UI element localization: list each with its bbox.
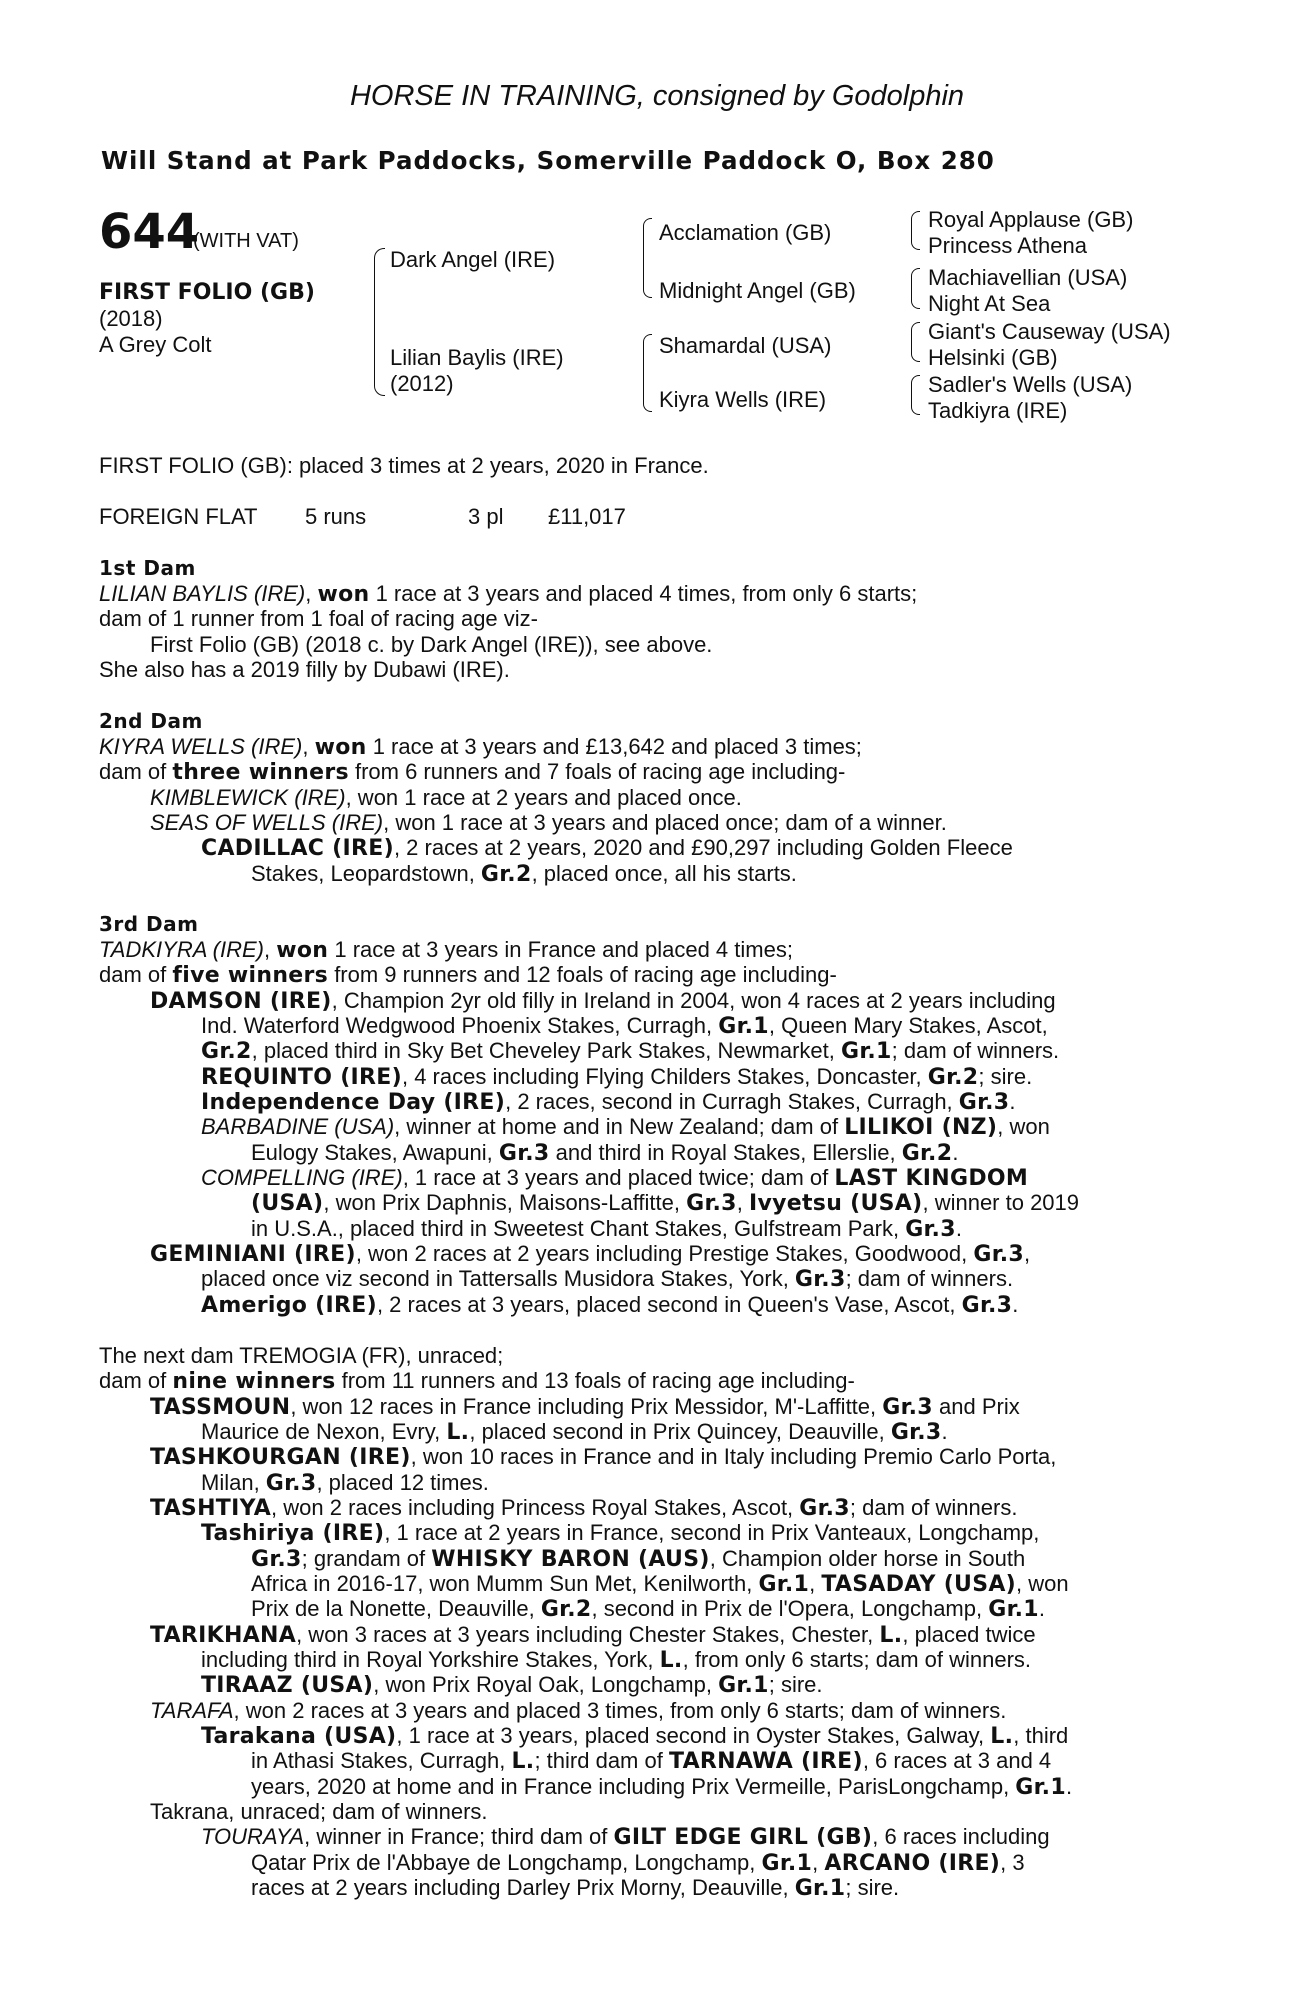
pedigree-sds: Machiavellian (USA) <box>928 265 1128 290</box>
pedigree-dd: Kiyra Wells (IRE) <box>659 387 827 412</box>
dam-line: DAMSON (IRE), Champion 2yr old filly in Ireland in 2004, won 4 races at 2 years including <box>150 988 1056 1014</box>
dam-line: TASHTIYA, won 2 races including Princess Royal Stakes, Ascot, Gr.3; dam of winners. <box>150 1495 1018 1521</box>
dam-line: years, 2020 at home and in France including Prix Vermeille, ParisLongchamp, Gr.1. <box>251 1774 1073 1800</box>
dam-line: Independence Day (IRE), 2 races, second in Curragh Stakes, Curragh, Gr.3. <box>201 1089 1016 1115</box>
pedigree-brace <box>374 248 385 396</box>
dam-line: REQUINTO (IRE), 4 races including Flying Childers Stakes, Doncaster, Gr.2; sire. <box>201 1064 1033 1090</box>
dam-line: in U.S.A., placed third in Sweetest Chant Stakes, Gulfstream Park, Gr.3. <box>251 1216 962 1242</box>
horse-description: A Grey Colt <box>99 332 212 357</box>
pedigree-dds: Sadler's Wells (USA) <box>928 372 1133 397</box>
dam-line: dam of five winners from 9 runners and 12 foals of racing age including- <box>99 962 837 988</box>
dam-line: She also has a 2019 filly by Dubawi (IRE). <box>99 657 510 682</box>
dam-line: dam of 1 runner from 1 foal of racing age viz- <box>99 606 538 631</box>
dam-line: KIYRA WELLS (IRE), won 1 race at 3 years and £13,642 and placed 3 times; <box>99 734 862 760</box>
dam-line: CADILLAC (IRE), 2 races at 2 years, 2020 and £90,297 including Golden Fleece <box>201 835 1013 861</box>
pedigree-ss: Acclamation (GB) <box>659 220 832 245</box>
dam-line: Eulogy Stakes, Awapuni, Gr.3 and third in Royal Stakes, Ellerslie, Gr.2. <box>251 1140 959 1166</box>
record-runs: 5 runs <box>305 504 367 529</box>
pedigree-brace <box>911 268 920 309</box>
foaling-year: (2018) <box>99 306 163 331</box>
lot-number: 644 <box>99 204 200 260</box>
dam-line: The next dam TREMOGIA (FR), unraced; <box>99 1343 504 1368</box>
dam-line: TOURAYA, winner in France; third dam of GILT EDGE GIRL (GB), 6 races including <box>201 1824 1050 1850</box>
dam-line: TASSMOUN, won 12 races in France including Prix Messidor, M'-Laffitte, Gr.3 and Prix <box>150 1394 1020 1420</box>
dam-line: dam of nine winners from 11 runners and 13 foals of racing age including- <box>99 1368 855 1394</box>
pedigree-brace <box>643 334 652 412</box>
pedigree-brace <box>911 211 920 250</box>
dam-line: TARIKHANA, won 3 races at 3 years including Chester Stakes, Chester, L., placed twice <box>150 1622 1036 1648</box>
dam-line: Qatar Prix de l'Abbaye de Longchamp, Longchamp, Gr.1, ARCANO (IRE), 3 <box>251 1850 1025 1876</box>
record-label: FOREIGN FLAT <box>99 504 258 529</box>
dam-line: (USA), won Prix Daphnis, Maisons-Laffitte, Gr.3, Ivyetsu (USA), winner to 2019 <box>251 1190 1080 1216</box>
dam-name: Lilian Baylis (IRE) <box>390 345 564 370</box>
dam-line: Amerigo (IRE), 2 races at 3 years, placed second in Queen's Vase, Ascot, Gr.3. <box>201 1292 1019 1318</box>
dam-line: including third in Royal Yorkshire Stakes, York, L., from only 6 starts; dam of winners. <box>201 1647 1032 1673</box>
dam-line: First Folio (GB) (2018 c. by Dark Angel (IRE)), see above. <box>150 632 713 657</box>
dam-line: TIRAAZ (USA), won Prix Royal Oak, Longchamp, Gr.1; sire. <box>201 1672 823 1698</box>
dam-line: Ind. Waterford Wedgwood Phoenix Stakes, Curragh, Gr.1, Queen Mary Stakes, Ascot, <box>201 1013 1048 1039</box>
pedigree-brace <box>643 218 652 298</box>
dam-line: Gr.3; grandam of WHISKY BARON (AUS), Champion older horse in South <box>251 1546 1026 1572</box>
pedigree-sdd: Night At Sea <box>928 291 1051 316</box>
dam-line: GEMINIANI (IRE), won 2 races at 2 years including Prestige Stakes, Goodwood, Gr.3, <box>150 1241 1031 1267</box>
dam-line: TASHKOURGAN (IRE), won 10 races in France and in Italy including Premio Carlo Porta, <box>150 1444 1057 1470</box>
pedigree-brace <box>911 322 920 362</box>
pedigree-ds: Shamardal (USA) <box>659 333 832 358</box>
vat-note: (WITH VAT) <box>193 230 299 252</box>
race-summary: FIRST FOLIO (GB): placed 3 times at 2 years, 2020 in France. <box>99 453 709 478</box>
stand-location: Will Stand at Park Paddocks, Somerville Paddock O, Box 280 <box>101 146 995 175</box>
dam-line: Prix de la Nonette, Deauville, Gr.2, second in Prix de l'Opera, Longchamp, Gr.1. <box>251 1596 1045 1622</box>
dam-line: Maurice de Nexon, Evry, L., placed second in Prix Quincey, Deauville, Gr.3. <box>201 1419 948 1445</box>
dam-year: (2012) <box>390 371 454 396</box>
pedigree-sd: Midnight Angel (GB) <box>659 278 856 303</box>
pedigree-ddd: Tadkiyra (IRE) <box>928 398 1068 423</box>
pedigree-brace <box>911 375 920 415</box>
dam-line: Tarakana (USA), 1 race at 3 years, placed second in Oyster Stakes, Galway, L., third <box>201 1723 1069 1749</box>
dam-line: Stakes, Leopardstown, Gr.2, placed once, all his starts. <box>251 861 797 887</box>
page-title: HORSE IN TRAINING, consigned by Godolphin <box>349 80 965 112</box>
pedigree-sss: Royal Applause (GB) <box>928 207 1134 232</box>
dam-line: Africa in 2016-17, won Mumm Sun Met, Kenilworth, Gr.1, TASADAY (USA), won <box>251 1571 1069 1597</box>
pedigree-dss: Giant's Causeway (USA) <box>928 319 1171 344</box>
dam-line: SEAS OF WELLS (IRE), won 1 race at 3 years and placed once; dam of a winner. <box>150 810 947 835</box>
dam-line: Tashiriya (IRE), 1 race at 2 years in France, second in Prix Vanteaux, Longchamp, <box>201 1520 1040 1546</box>
dam-line: BARBADINE (USA), winner at home and in New Zealand; dam of LILIKOI (NZ), won <box>201 1114 1050 1140</box>
dam-line: COMPELLING (IRE), 1 race at 3 years and placed twice; dam of LAST KINGDOM <box>201 1165 1029 1191</box>
section-heading: 3rd Dam <box>99 912 199 936</box>
dam-line: KIMBLEWICK (IRE), won 1 race at 2 years and placed once. <box>150 785 742 810</box>
dam-line: TADKIYRA (IRE), won 1 race at 3 years in France and placed 4 times; <box>99 937 793 963</box>
dam-line: races at 2 years including Darley Prix Morny, Deauville, Gr.1; sire. <box>251 1875 900 1901</box>
record-earnings: £11,017 <box>548 504 626 529</box>
section-heading: 2nd Dam <box>99 709 203 733</box>
record-placed: 3 pl <box>468 504 504 529</box>
dam-line: in Athasi Stakes, Curragh, L.; third dam of TARNAWA (IRE), 6 races at 3 and 4 <box>251 1748 1052 1774</box>
dam-line: TARAFA, won 2 races at 3 years and placed 3 times, from only 6 starts; dam of winners. <box>150 1698 1007 1723</box>
dam-line: Milan, Gr.3, placed 12 times. <box>201 1470 489 1496</box>
section-heading: 1st Dam <box>99 556 196 580</box>
dam-line: Gr.2, placed third in Sky Bet Cheveley Park Stakes, Newmarket, Gr.1; dam of winners. <box>201 1038 1060 1064</box>
dam-line: LILIAN BAYLIS (IRE), won 1 race at 3 years and placed 4 times, from only 6 starts; <box>99 581 918 607</box>
pedigree-dsd: Helsinki (GB) <box>928 345 1058 370</box>
dam-line: dam of three winners from 6 runners and 7 foals of racing age including- <box>99 759 846 785</box>
horse-name: FIRST FOLIO (GB) <box>99 280 315 305</box>
pedigree-ssd: Princess Athena <box>928 233 1087 258</box>
dam-line: Takrana, unraced; dam of winners. <box>150 1799 488 1824</box>
dam-line: placed once viz second in Tattersalls Musidora Stakes, York, Gr.3; dam of winners. <box>201 1266 1014 1292</box>
sire-name: Dark Angel (IRE) <box>390 247 556 272</box>
